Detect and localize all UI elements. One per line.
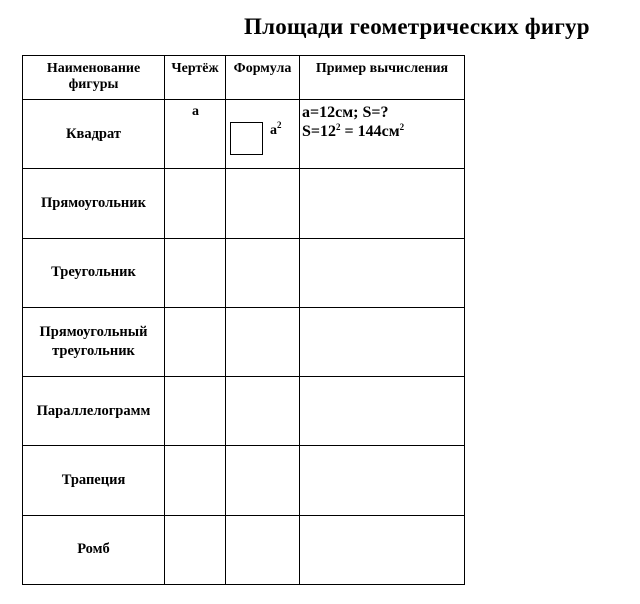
side-label: a	[192, 104, 199, 120]
example-cell	[300, 307, 465, 376]
header-drawing: Чертёж	[165, 56, 226, 100]
drawing-cell	[165, 515, 226, 584]
table-row	[23, 100, 465, 169]
square-drawing	[230, 122, 263, 155]
drawing-cell	[165, 169, 226, 238]
table-row	[23, 377, 465, 446]
figure-name: Трапеция	[23, 446, 165, 515]
formula-cell	[226, 307, 300, 376]
example-cell	[300, 377, 465, 446]
table-header-row	[23, 56, 465, 100]
figure-name: Прямоугольный треугольник	[23, 307, 165, 376]
formula-cell	[226, 515, 300, 584]
formula-text: $a^2$	[270, 120, 282, 139]
drawing-cell	[165, 446, 226, 515]
example-cell	[300, 446, 465, 515]
example-cell	[300, 169, 465, 238]
figure-name: Ромб	[23, 515, 165, 584]
figure-name: Прямоугольник	[23, 169, 165, 238]
example-cell	[300, 238, 465, 307]
table-row	[23, 515, 465, 584]
table-row	[23, 446, 465, 515]
drawing-cell	[165, 377, 226, 446]
figure-name: Параллелограмм	[23, 377, 165, 446]
table-row	[23, 307, 465, 376]
formula-cell	[226, 100, 300, 169]
formula-cell	[226, 377, 300, 446]
header-example: Пример вычисления	[300, 56, 465, 100]
formula-cell	[226, 446, 300, 515]
table-row	[23, 238, 465, 307]
figure-name: Треугольник	[23, 238, 165, 307]
drawing-cell	[165, 238, 226, 307]
header-formula: Формула	[226, 56, 300, 100]
figure-name: Квадрат	[23, 100, 165, 169]
page-title: Площади геометрических фигур	[244, 14, 590, 39]
drawing-cell	[165, 100, 226, 169]
example-line-1: a=12см; S=?	[302, 104, 389, 122]
formula-cell	[226, 169, 300, 238]
example-cell	[300, 100, 465, 169]
example-line-2: $S=12^2 = 144см^2$	[302, 122, 405, 141]
formula-cell	[226, 238, 300, 307]
example-cell	[300, 515, 465, 584]
header-figure-name: Наименование фигуры	[23, 56, 165, 100]
drawing-cell	[165, 307, 226, 376]
table-row	[23, 169, 465, 238]
areas-table	[22, 55, 465, 585]
